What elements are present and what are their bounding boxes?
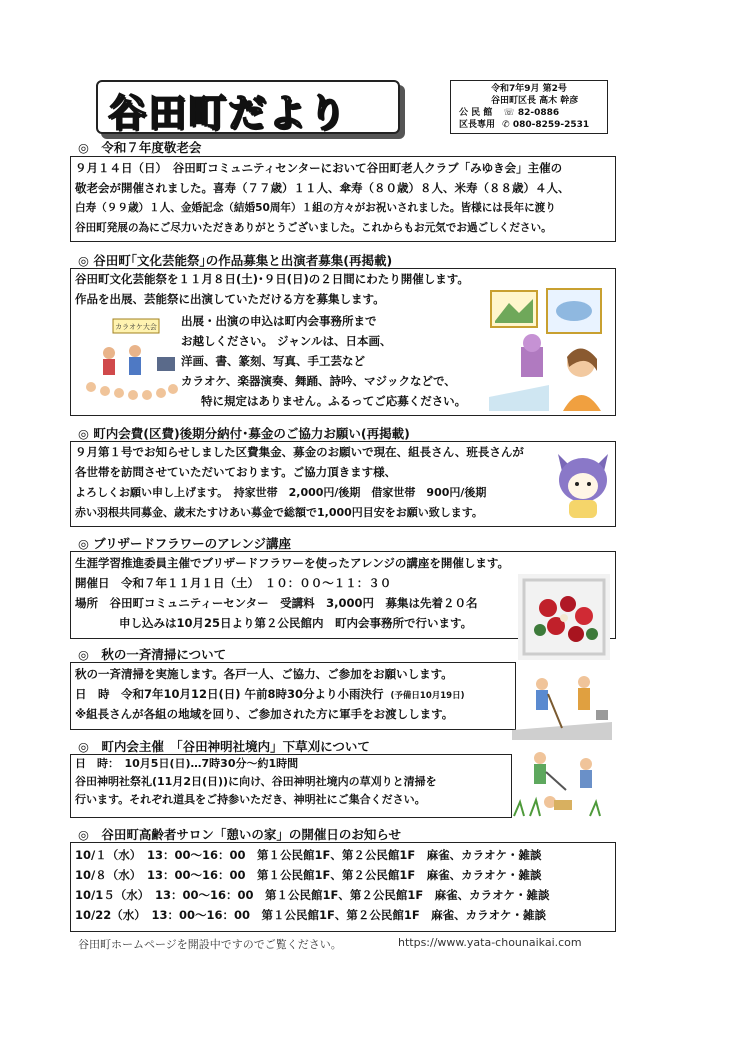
singer-head: [103, 347, 115, 359]
section-title-flower: ◎ ブリザードフラワーのアレンジ講座: [78, 536, 292, 551]
woman-body: [563, 395, 601, 411]
shrine-line: 日 時： 10月5日(日)…7時30分～約1時間: [75, 757, 299, 770]
kuhi-line: よろしくお願い申し上げます。 持家世帯 2,000円/後期 借家世帯 900円/後期: [75, 486, 487, 499]
kuhi-line: ９月第１号でお知らせしました区費集金、募金のお願いで現在、組長さん、班長さんが: [75, 445, 524, 459]
mascot-illustration: [554, 450, 612, 520]
kuhi-line: 赤い羽根共同募金、歳末たすけあい募金で総額で1,000円目安をお願い致します。: [75, 506, 483, 519]
cleanup-date: 日 時 令和7年10月12日(日) 午前8時30分より小雨決行: [75, 687, 384, 701]
salon-row: 10/１（水） 13：00～16：00 第１公民館1F、第２公民館1F 麻雀、カラオケ・雑談: [75, 848, 542, 862]
person-body: [536, 690, 548, 710]
audience-head: [156, 388, 166, 398]
salon-row: 10/８（水） 13：00～16：00 第１公民館1F、第２公民館1F 麻雀、カラオケ・雑談: [75, 868, 542, 882]
hall-phone: 82-0886: [517, 108, 560, 118]
section-title-bunka: ◎ 谷田町｢文化芸能祭｣の作品募集と出演者募集(再掲載): [78, 253, 393, 268]
karaoke-sign-text: カラオケ大会: [115, 323, 157, 331]
mobile-label: 区長専用: [459, 120, 496, 130]
cleanup-line: ※組長さんが各組の地域を回り、ご参加された方に軍手をお渡しします。: [75, 707, 454, 721]
section-title-keirokai: ◎ 令和７年度敬老会: [78, 140, 202, 155]
phone-icon: ☏: [503, 108, 515, 118]
rose: [568, 626, 584, 642]
audience-head: [128, 390, 138, 400]
mobile-phone: 080-8259-2531: [512, 120, 590, 130]
karaoke-illustration: [79, 313, 183, 411]
audience-head: [142, 390, 152, 400]
person-body: [534, 764, 546, 784]
salon-row: 10/1５（水） 13：00～16：00 第１公民館1F、第２公民館1F 麻雀、カラオケ・雑談: [75, 888, 550, 902]
mascot-face: [568, 473, 598, 499]
cleaning-illustration: [512, 670, 612, 740]
section-title-shrine: ◎ 町内会主催 「谷田神明社境内」下草刈について: [78, 739, 370, 754]
painting-fish: [556, 301, 592, 321]
grass-cutting-illustration: [510, 746, 614, 820]
issue-number: 令和7年9月 第2号: [491, 84, 567, 94]
keirokai-line: 谷田町発展の為にご尽力いただきありがとうございました。これからもお元気でお過ごしください。: [75, 222, 552, 234]
dustpan: [596, 710, 608, 720]
person-head: [580, 758, 592, 770]
cleanup-box: [70, 662, 516, 730]
bunka-line: お越しください。 ジャンルは、日本画、: [181, 334, 392, 348]
mascot-eye: [587, 482, 591, 486]
road: [512, 722, 612, 740]
leaf: [586, 628, 598, 640]
leaf: [534, 624, 546, 636]
broom: [548, 694, 562, 728]
section-title-cleanup: ◎ 秋の一斉清掃について: [78, 647, 227, 662]
keirokai-line: 敬老会が開催されました。喜寿（７７歳）１１人、傘寿（８０歳）８人、米寿（８８歳）４人、: [75, 181, 570, 195]
audience-head: [114, 388, 124, 398]
bunka-line: 作品を出展、芸能祭に出演していただける方を募集します。: [75, 292, 385, 306]
keirokai-box: [70, 156, 616, 242]
cleanup-line: 秋の一斉清掃を実施します。各戸一人、ご協力、ご参加をお願いします。: [75, 667, 453, 681]
shrine-line: 行います。それぞれ道具をご持参いただき、神明社にご集合ください。: [75, 793, 426, 806]
flower-arrangement-image: [518, 574, 610, 660]
person-body: [554, 800, 572, 810]
person-body: [580, 770, 592, 788]
kuhi-line: 各世帯を訪問させていただいております。ご協力頂きます様、: [75, 465, 397, 479]
audience-head: [100, 386, 110, 396]
cleanup-reserve-date: (予備日10月19日): [390, 691, 465, 701]
flower-line: 生涯学習推進委員主催でブリザードフラワーを使ったアレンジの講座を開催します。: [75, 556, 510, 570]
issue-info-box: [450, 80, 608, 134]
rose: [575, 607, 593, 625]
mascot-eye: [575, 482, 579, 486]
singer-body: [103, 359, 115, 375]
section-title-kuhi: ◎ 町内会費(区費)後期分納付･募金のご協力お願い(再掲載): [78, 426, 410, 441]
homepage-link[interactable]: https://www.yata-chounaikai.com: [398, 936, 582, 949]
singer-body: [129, 357, 141, 375]
rose: [560, 596, 576, 612]
person-body: [578, 688, 590, 710]
audience-head: [86, 382, 96, 392]
salon-box: [70, 842, 616, 932]
art-exhibit-illustration: [489, 287, 605, 411]
keirokai-line: 白寿（９９歳）１人、金婚記念（結婚50周年）１組の方々がお祝いされました。皆様には長年に渡り: [75, 202, 556, 214]
salon-row: 10/22（水） 13：00～16：00 第１公民館1F、第２公民館1F 麻雀、カラオケ・雑談: [75, 908, 546, 922]
footer-text: 谷田町ホームページを開設中ですのでご覧ください。: [78, 938, 342, 951]
newsletter-title: 谷田町だより: [108, 91, 349, 135]
bunka-line: 洋画、書、篆刻、写真、手工芸など: [181, 354, 365, 368]
shrine-box: [70, 754, 512, 818]
flower-line: 申し込みは10月25日より第２公民館内 町内会事務所で行います。: [119, 616, 473, 630]
flower-line: 開催日 令和７年１１月１日（土） １０：００～１１：３０: [75, 576, 392, 590]
kuhi-box: [70, 441, 616, 527]
singer-head: [129, 345, 141, 357]
bunka-line: 谷田町文化芸能祭を１１月８日(土)･９日(日)の２日間にわたり開催します。: [75, 272, 469, 286]
hall-phone-row: [459, 107, 559, 119]
keirokai-line: ９月１４日（日） 谷田町コミュニティセンターにおいて谷田町老人クラブ「みゆき会」主催の: [75, 161, 563, 175]
person-head: [534, 752, 546, 764]
robot-head: [523, 334, 541, 352]
audience-head: [168, 384, 178, 394]
flower-line: 場所 谷田町コミュニティーセンター 受講料 3,000円 募集は先着２０名: [75, 596, 478, 610]
chief-name: 谷田町区長 高木 幹彦: [491, 96, 579, 106]
display-table: [489, 385, 549, 411]
monitor: [157, 357, 175, 371]
filler-flower: [560, 614, 568, 622]
mobile-phone-icon: ✆: [502, 120, 510, 130]
hall-label: 公 民 館: [459, 108, 493, 118]
mascot-body: [569, 500, 597, 518]
bunka-line: 特に規定はありません。ふるってご応募ください。: [201, 394, 467, 408]
section-title-salon: ◎ 谷田町高齢者サロン「憩いの家」の開催日のお知らせ: [78, 827, 402, 842]
grass-trimmer: [546, 772, 566, 790]
rose: [539, 599, 557, 617]
mobile-phone-row: [459, 119, 589, 131]
person-head: [536, 678, 548, 690]
shrine-line: 谷田神明社祭礼(11月2日(日))に向け、谷田神明社境内の草刈りと清掃を: [75, 775, 437, 788]
bunka-line: 出展・出演の申込は町内会事務所まで: [181, 314, 377, 328]
bunka-line: カラオケ、楽器演奏、舞踊、詩吟、マジックなどで、: [181, 374, 456, 388]
bunka-box: [70, 268, 616, 416]
person-head: [578, 676, 590, 688]
